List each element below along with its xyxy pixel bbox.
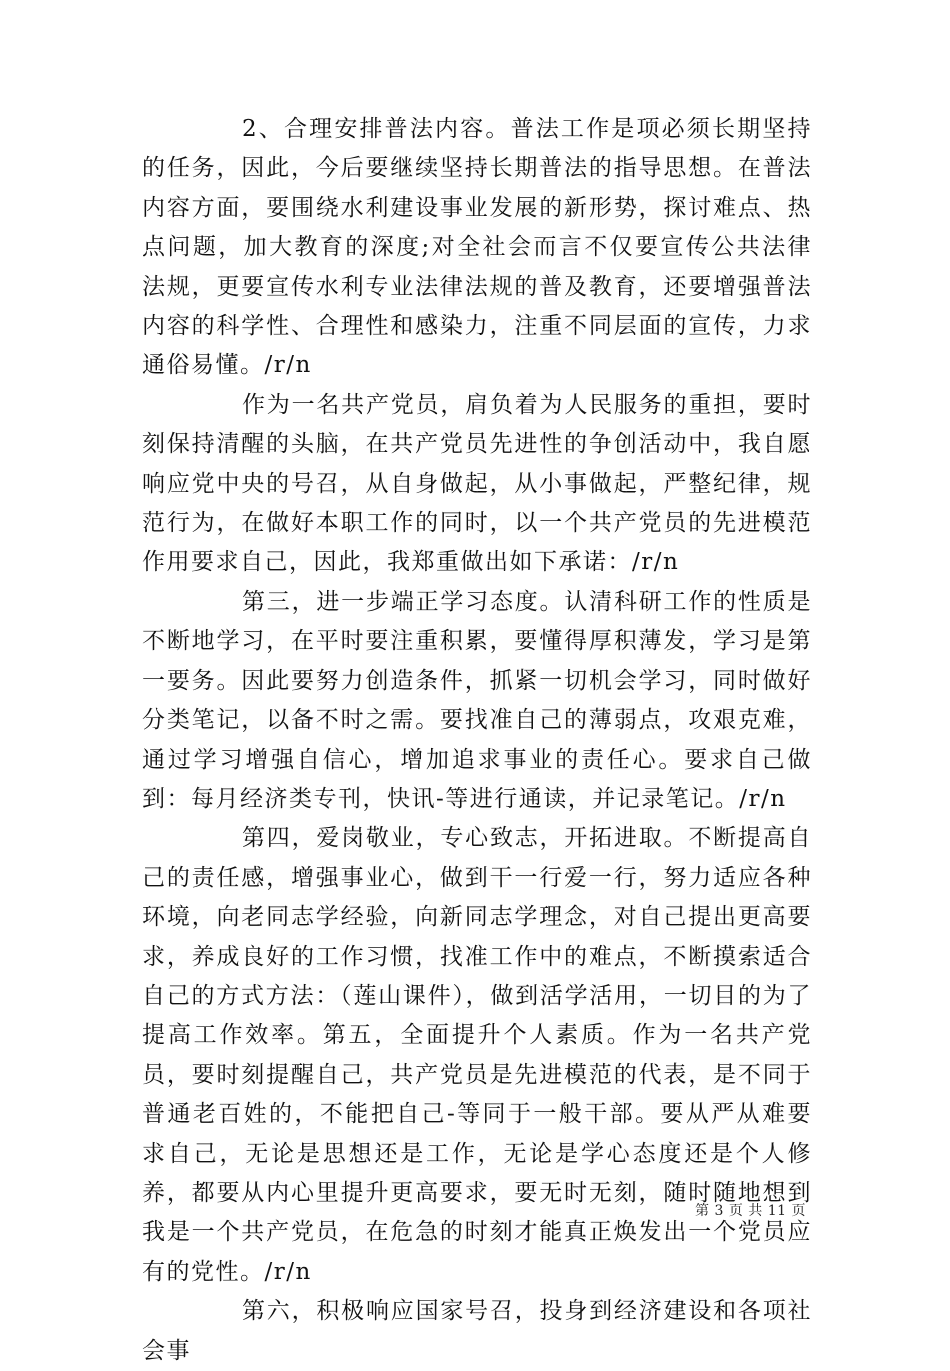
- paragraph-4: 第四，爱岗敬业，专心致志，开拓进取。不断提高自己的责任感，增强事业心，做到干一行爱一行，努力适应各种环境，向老同志学经验，向新同志学理念，对自己提出更高要求，养成良好的工作习惯，找准工作中的难点，不断摸索适合自己的方式方法：（莲山课件），做到活学活用，一切目的为了提高工作效率。第五，全面提升个人素质。作为一名共产党员，要时刻提醒自己，共产党员是先进模范的代表，是不同于普通老百姓的，不能把自己-等同于一般干部。要从严从难要求自己，无论是思想还是工作，无论是学心态度还是个人修养，都要从内心里提升更高要求，要无时无刻，随时随地想到我是一个共产党员，在危急的时刻才能真正焕发出一个党员应有的党性。/r/n: [142, 825, 812, 1285]
- page-number-footer: 第 3 页 共 11 页: [695, 1203, 806, 1219]
- paragraph-5: 第六，积极响应国家号召，投身到经济建设和各项社会事: [142, 1298, 812, 1364]
- paragraph-3: 第三，进一步端正学习态度。认清科研工作的性质是不断地学习，在平时要注重积累，要懂得厚积薄发，学习是第一要务。因此要努力创造条件，抓紧一切机会学习，同时做好分类笔记，以备不时之需。要找准自己的薄弱点，攻艰克难，通过学习增强自信心，增加追求事业的责任心。要求自己做到：每月经济类专刊，快讯-等进行通读，并记录笔记。/r/n: [142, 588, 812, 812]
- paragraph-2: 作为一名共产党员，肩负着为人民服务的重担，要时刻保持清醒的头脑，在共产党员先进性的争创活动中，我自愿响应党中央的号召，从自身做起，从小事做起，严整纪律，规范行为，在做好本职工作的同时，以一个共产党员的先进模范作用要求自己，因此，我郑重做出如下承诺：/r/n: [142, 391, 812, 576]
- paragraph-1: 2、合理安排普法内容。普法工作是项必须长期坚持的任务，因此，今后要继续坚持长期普法的指导思想。在普法内容方面，要围绕水利建设事业发展的新形势，探讨难点、热点问题，加大教育的深度;对全社会而言不仅要宣传公共法律法规，更要宣传水利专业法律法规的普及教育，还要增强普法内容的科学性、合理性和感染力，注重不同层面的宣传，力求通俗易懂。/r/n: [142, 116, 812, 379]
- document-body: [142, 110, 812, 1371]
